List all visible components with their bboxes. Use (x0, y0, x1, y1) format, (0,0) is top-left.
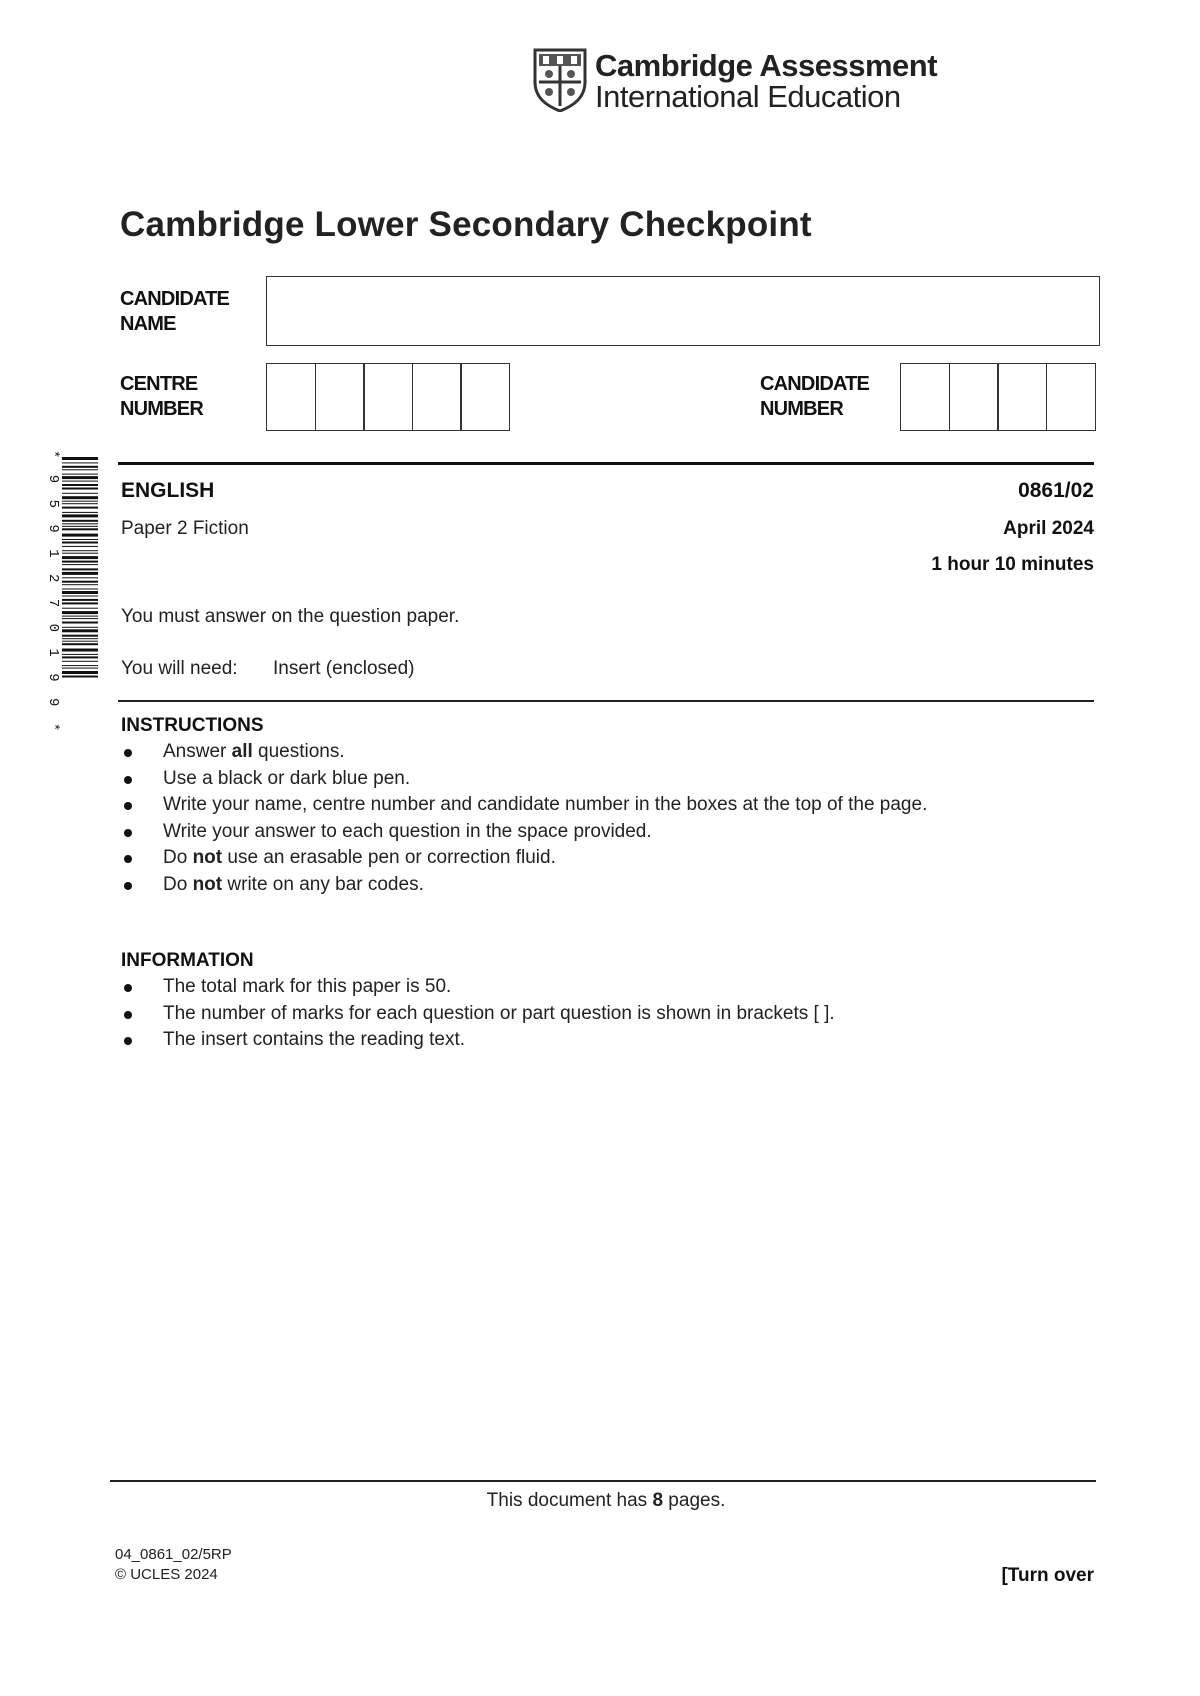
barcode-bar (62, 635, 98, 637)
barcode-bar (62, 622, 98, 624)
barcode-bar (62, 488, 98, 490)
barcode-bar (62, 572, 98, 575)
barcode-bar (62, 550, 98, 551)
candidate-number-box-2[interactable] (949, 363, 999, 431)
bullet-icon (124, 776, 132, 784)
subject-name: ENGLISH (121, 479, 215, 502)
instruction-emphasis: not (192, 847, 223, 868)
instruction-text: Use a black or dark blue pen. (163, 767, 411, 789)
barcode (40, 450, 100, 736)
barcode-bar (62, 581, 98, 583)
instruction-text: Do (163, 873, 193, 895)
instruction-text: Write your answer to each question in the space provided. (163, 820, 652, 842)
barcode-bar (62, 501, 98, 502)
barcode-bar (62, 553, 98, 554)
bullet-icon (124, 882, 132, 890)
page-count-pre: This document has (486, 1490, 653, 1511)
candidate-number-box-4[interactable] (1046, 363, 1096, 431)
barcode-bar (62, 616, 98, 617)
barcode-bar (62, 520, 98, 522)
barcode-bar (62, 481, 98, 482)
barcode-bar (62, 493, 98, 494)
barcode-bar (62, 649, 98, 652)
centre-number-label (120, 372, 203, 422)
candidate-number-box-1[interactable] (900, 363, 950, 431)
candidate-number-box-3[interactable] (997, 363, 1047, 431)
turn-over-note: [Turn over (1001, 1565, 1094, 1586)
copyright-notice: © UCLES 2024 (115, 1566, 218, 1583)
information-text: The insert contains the reading text. (163, 1029, 466, 1050)
candidate-number-field[interactable] (900, 363, 1096, 431)
centre-number-label-line2: NUMBER (120, 398, 203, 420)
barcode-bar (62, 599, 98, 601)
barcode-bar (62, 462, 98, 463)
information-heading: INFORMATION (121, 950, 254, 971)
bullet-icon (124, 802, 132, 810)
footer-codes (115, 1545, 232, 1585)
information-item (121, 1027, 835, 1054)
bullet-icon (124, 749, 132, 757)
information-item (121, 974, 835, 1001)
header-divider (118, 462, 1094, 465)
barcode-bar (62, 671, 98, 674)
instruction-text-end: questions. (252, 741, 345, 762)
page-count-number: 8 (652, 1490, 664, 1511)
info-divider (118, 700, 1094, 702)
information-text: The number of marks for each question or part question is shown in brackets [ ]. (163, 1002, 835, 1024)
barcode-bar (62, 656, 98, 658)
centre-number-box-2[interactable] (315, 363, 365, 431)
instruction-item (121, 845, 927, 872)
barcode-digits: * 9 5 9 1 2 7 0 1 9 9 * (45, 450, 61, 736)
barcode-bar (62, 589, 98, 590)
barcode-bar (62, 469, 98, 470)
information-item (121, 1001, 835, 1028)
barcode-bar (62, 596, 98, 597)
instruction-emphasis: all (231, 741, 253, 762)
instruction-emphasis: not (192, 873, 223, 895)
instruction-item (121, 872, 927, 899)
information-list (121, 974, 835, 1054)
candidate-number-label-line2: NUMBER (760, 398, 843, 420)
centre-number-box-5[interactable] (460, 363, 510, 431)
instruction-text: Write your name, centre number and candidate number in the boxes at the top of the page. (163, 794, 928, 815)
candidate-name-label (120, 287, 229, 337)
document-code: 04_0861_02/5RP (115, 1546, 232, 1563)
barcode-bar (62, 474, 98, 475)
barcode-bar (62, 526, 98, 527)
barcode-bar (62, 638, 98, 639)
instruction-text: Answer (163, 741, 232, 762)
page-title: Cambridge Lower Secondary Checkpoint (120, 205, 812, 244)
barcode-bar (62, 542, 98, 544)
answer-note: You must answer on the question paper. (121, 606, 460, 627)
barcode-bar (62, 561, 98, 563)
barcode-bar (62, 514, 98, 517)
logo-line-1: Cambridge Assessment (595, 48, 938, 83)
barcode-bar (62, 523, 98, 524)
logo-line-2: International Education (595, 79, 901, 114)
barcode-bar (62, 476, 98, 479)
exam-session: April 2024 (1003, 518, 1094, 539)
barcode-bar (62, 457, 98, 460)
paper-code: 0861/02 (1018, 479, 1094, 502)
barcode-bar (62, 641, 98, 642)
instruction-text: Do (163, 847, 193, 868)
barcode-bar (62, 568, 98, 570)
candidate-name-label-line2: NAME (120, 313, 176, 335)
barcode-bar (62, 484, 98, 486)
paper-name: Paper 2 Fiction (121, 518, 249, 539)
instruction-item (121, 739, 927, 766)
barcode-bar (62, 668, 98, 669)
you-will-need-label: You will need: (121, 658, 238, 679)
barcode-bar (62, 654, 98, 655)
barcode-bar (62, 611, 98, 614)
barcode-bar (62, 676, 98, 678)
you-will-need-value: Insert (enclosed) (273, 658, 415, 679)
instructions-list (121, 739, 927, 898)
page-count-note (0, 1490, 1200, 1512)
barcode-bar (62, 528, 98, 530)
cambridge-logo (533, 48, 938, 114)
barcode-bar (62, 608, 98, 609)
barcode-bar (62, 602, 98, 604)
barcode-bar (62, 503, 98, 504)
bullet-icon (124, 855, 132, 863)
barcode-bar (62, 629, 98, 632)
exam-duration: 1 hour 10 minutes (931, 554, 1094, 575)
barcode-bar (62, 507, 98, 509)
information-text: The total mark for this paper is 50. (163, 976, 452, 997)
barcode-bar (62, 534, 98, 537)
bullet-icon (124, 829, 132, 837)
instruction-item (121, 819, 927, 846)
candidate-name-field[interactable] (266, 276, 1100, 346)
barcode-bar (62, 556, 98, 559)
candidate-number-label-line1: CANDIDATE (760, 373, 870, 395)
barcode-bar (62, 577, 98, 578)
centre-number-box-3[interactable] (363, 363, 413, 431)
barcode-bar (62, 496, 98, 499)
barcode-bar (62, 466, 98, 468)
candidate-name-label-line1: CANDIDATE (120, 288, 230, 310)
bullet-icon (124, 1037, 132, 1045)
centre-number-label-line1: CENTRE (120, 373, 198, 395)
centre-number-box-4[interactable] (412, 363, 462, 431)
barcode-bar (62, 512, 98, 513)
page-count-post: pages. (663, 1490, 726, 1511)
barcode-bar (62, 618, 98, 619)
instruction-item (121, 766, 927, 793)
barcode-bar (62, 661, 98, 662)
bullet-icon (124, 1011, 132, 1019)
barcode-bar (62, 627, 98, 628)
centre-number-field[interactable] (266, 363, 510, 431)
cambridge-shield-icon (533, 48, 587, 112)
instruction-text-end: use an erasable pen or correction fluid. (222, 847, 556, 868)
bullet-icon (124, 984, 132, 992)
barcode-bar (62, 591, 98, 594)
barcode-bar (62, 546, 98, 547)
barcode-bar (62, 584, 98, 585)
centre-number-box-1[interactable] (266, 363, 316, 431)
instruction-text-end: write on any bar codes. (222, 873, 424, 895)
barcode-bar (62, 643, 98, 645)
candidate-number-label (760, 372, 869, 422)
instructions-heading: INSTRUCTIONS (121, 715, 264, 736)
barcode-bar (62, 564, 98, 565)
barcode-bar (62, 665, 98, 666)
instruction-item (121, 792, 927, 819)
footer-divider (110, 1480, 1096, 1482)
barcode-bar (62, 539, 98, 540)
